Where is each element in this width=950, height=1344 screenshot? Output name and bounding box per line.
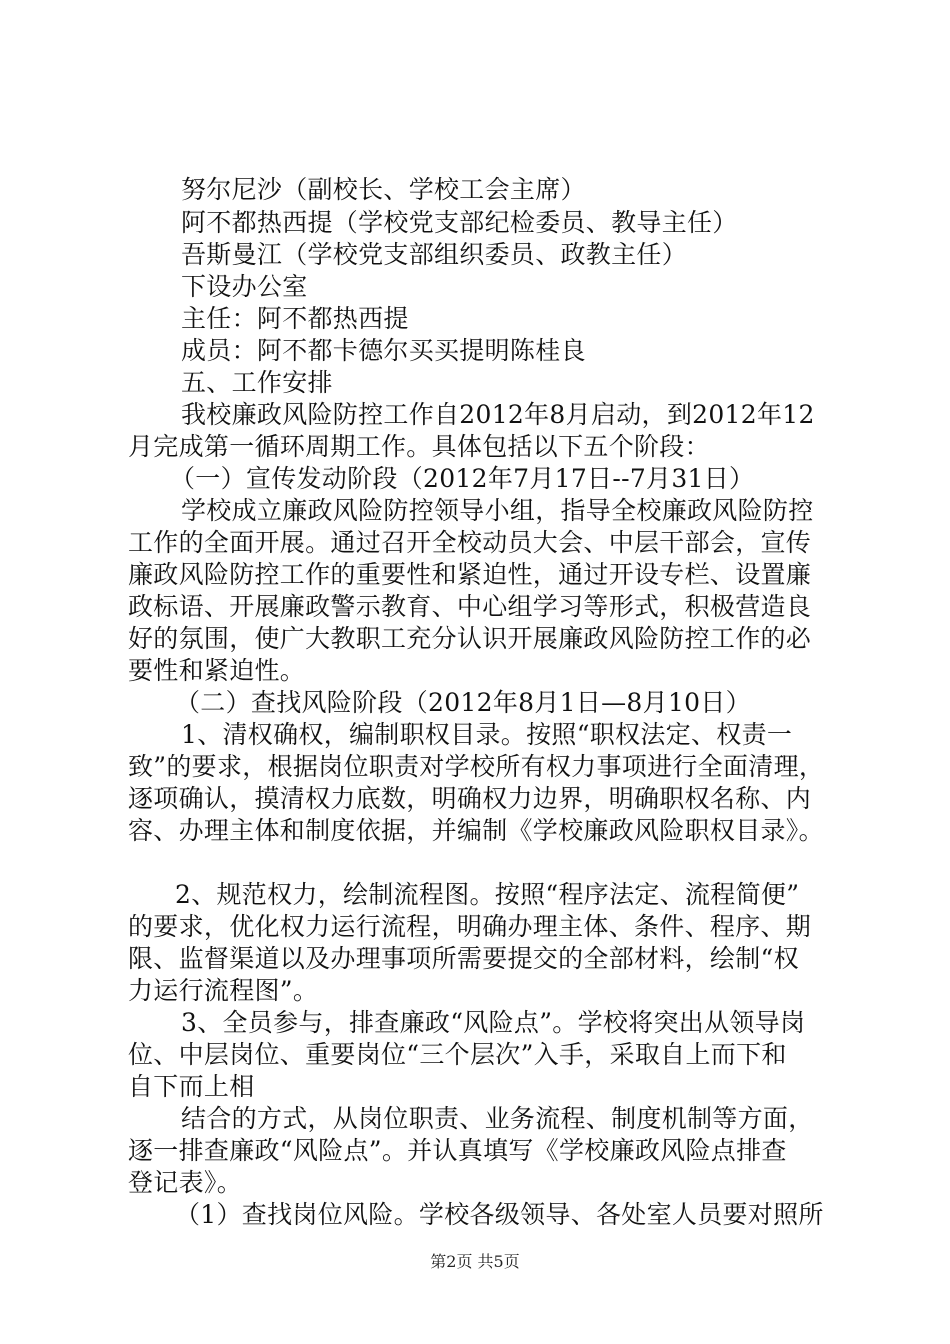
text-line: 下设办公室 xyxy=(181,272,308,301)
text-line: 政标语、开展廉政警示教育、中心组学习等形式，积极营造良 xyxy=(128,592,812,621)
text-line: 我校廉政风险防控工作自2012年8月启动，到2012年12 xyxy=(181,400,815,429)
text-line: 学校成立廉政风险防控领导小组，指导全校廉政风险防控 xyxy=(181,496,814,525)
text-line: 登记表》。 xyxy=(128,1168,243,1197)
text-line: 位、中层岗位、重要岗位“三个层次”入手，采取自上而下和 xyxy=(128,1040,787,1069)
text-line: 吾斯曼江（学校党支部组织委员、政教主任） xyxy=(181,240,688,269)
text-line: 逐一排查廉政“风险点”。并认真填写《学校廉政风险点排查 xyxy=(128,1136,787,1165)
text-line: 月完成第一循环周期工作。具体包括以下五个阶段： xyxy=(128,432,710,461)
text-line: （1）查找岗位风险。学校各级领导、各处室人员要对照所 xyxy=(175,1200,824,1229)
text-line: 成员：阿不都卡德尔买买提明陈桂良 xyxy=(181,336,586,365)
subsection-heading: （一）宣传发动阶段（2012年7月17日--7月31日） xyxy=(170,464,755,493)
text-line: 自下而上相 xyxy=(128,1072,255,1101)
page-number-footer: 第2页 共5页 xyxy=(430,1252,520,1271)
text-line: 结合的方式，从岗位职责、业务流程、制度机制等方面， xyxy=(181,1104,814,1133)
text-line: 好的氛围，使广大教职工充分认识开展廉政风险防控工作的必 xyxy=(128,624,812,653)
text-line: 力运行流程图”。 xyxy=(128,976,319,1005)
text-line: 容、办理主体和制度依据，并编制《学校廉政风险职权目录》。 xyxy=(128,816,824,845)
subsection-heading: （二）查找风险阶段（2012年8月1日—8月10日） xyxy=(175,688,751,717)
text-line: 要性和紧迫性。 xyxy=(128,656,306,685)
text-line: 工作的全面开展。通过召开全校动员大会、中层干部会，宣传 xyxy=(128,528,812,557)
text-line: 廉政风险防控工作的重要性和紧迫性，通过开设专栏、设置廉 xyxy=(128,560,812,589)
text-line: 逐项确认，摸清权力底数，明确权力边界，明确职权名称、内 xyxy=(128,784,812,813)
text-line: 限、监督渠道以及办理事项所需要提交的全部材料，绘制“权 xyxy=(128,944,799,973)
text-line: 3、全员参与，排查廉政“风险点”。学校将突出从领导岗 xyxy=(181,1008,806,1037)
text-line: 努尔尼沙（副校长、学校工会主席） xyxy=(181,175,586,204)
text-line: 主任：阿不都热西提 xyxy=(181,304,409,333)
text-line: 2、规范权力，绘制流程图。按照“程序法定、流程简便” xyxy=(175,880,800,909)
text-line: 致”的要求，根据岗位职责对学校所有权力事项进行全面清理， xyxy=(128,752,825,781)
text-line: 阿不都热西提（学校党支部纪检委员、教导主任） xyxy=(181,208,738,237)
section-heading: 五、工作安排 xyxy=(181,368,333,397)
text-line: 1、清权确权，编制职权目录。按照“职权法定、权责一 xyxy=(181,720,793,749)
text-line: 的要求，优化权力运行流程，明确办理主体、条件、程序、期 xyxy=(128,912,812,941)
